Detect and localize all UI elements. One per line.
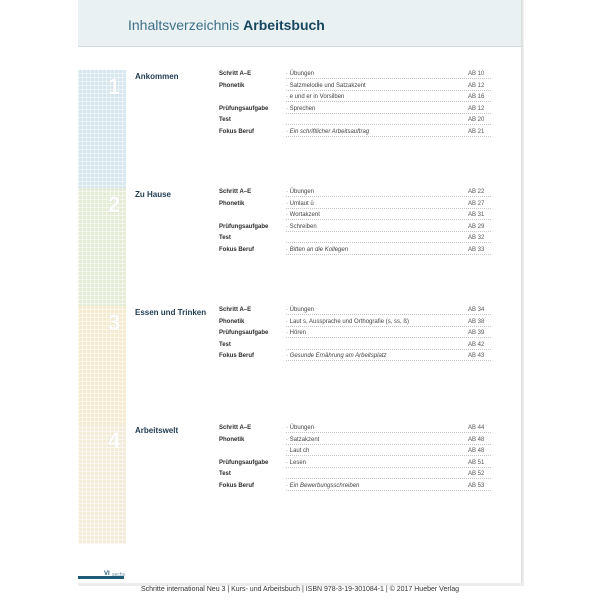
- dotted-leader: [286, 136, 491, 137]
- row-label: Prüfungsaufgabe: [219, 459, 269, 466]
- chapter-title: Ankommen: [135, 72, 179, 81]
- dotted-leader: [286, 478, 491, 479]
- chapter-number: 1: [108, 74, 121, 99]
- row-page: AB 51: [468, 459, 485, 466]
- toc-row: [78, 247, 522, 258]
- row-item: · e und er in Vorsilben: [286, 94, 345, 100]
- dotted-leader: [286, 254, 491, 255]
- row-label: Fokus Beruf: [219, 353, 255, 359]
- title-bold: Arbeitsbuch: [243, 17, 325, 33]
- row-page: AB 52: [468, 471, 485, 477]
- row-label: Test: [219, 341, 231, 348]
- row-label: Fokus Beruf: [219, 246, 255, 253]
- toc-row: [78, 319, 522, 330]
- book-caption: Schritte international Neu 3 | Kurs- und Arbeitsbuch | ISBN 978-3-19-301084-1 | © 2017 Hueber Verlag: [140, 586, 460, 593]
- row-label: Phonetik: [219, 200, 245, 207]
- row-item: · Übungen: [286, 307, 315, 313]
- dotted-leader: [286, 78, 491, 79]
- row-item: · Satzakzent: [286, 436, 320, 443]
- dotted-leader: [286, 360, 491, 361]
- row-page: AB 34: [468, 307, 485, 313]
- toc-row: [78, 471, 522, 482]
- toc-row: [78, 201, 522, 212]
- footer-page-number: VI: [104, 571, 110, 577]
- dotted-leader: [286, 337, 491, 338]
- toc-row: [78, 460, 522, 471]
- dotted-leader: [286, 314, 491, 315]
- row-page: AB 16: [468, 94, 485, 100]
- dotted-leader: [286, 467, 491, 468]
- chapter-title: Zu Hause: [135, 190, 172, 199]
- dotted-leader: [286, 113, 491, 114]
- row-label: Test: [219, 471, 231, 477]
- title-light: Inhaltsverzeichnis: [128, 17, 240, 33]
- row-item: · Gesunde Ernährung am Arbeitsplatz: [286, 353, 387, 359]
- row-label: Prüfungsaufgabe: [219, 105, 269, 112]
- chapter-number: 3: [108, 310, 121, 335]
- row-page: AB 27: [468, 200, 485, 207]
- row-label: Fokus Beruf: [219, 128, 255, 135]
- row-page: AB 53: [468, 482, 485, 489]
- row-item: · Satzmelodie und Satzakzent: [286, 82, 366, 89]
- row-item: · Übungen: [286, 425, 315, 431]
- row-item: · Sprechen: [286, 105, 316, 112]
- row-item: · Schreiben: [286, 223, 317, 230]
- row-label: Phonetik: [219, 436, 245, 443]
- dotted-leader: [286, 196, 491, 197]
- toc-row: [78, 106, 522, 117]
- row-item: · Lesen: [286, 459, 307, 466]
- dotted-leader: [286, 326, 491, 327]
- row-label: Fokus Beruf: [219, 482, 255, 489]
- toc-row: [78, 94, 522, 105]
- row-item: · Ein Bewerbungsschreiben: [286, 482, 360, 489]
- toc-row: [78, 212, 522, 223]
- row-label: Test: [219, 117, 231, 123]
- row-label: Schritt A–E: [219, 71, 252, 77]
- toc-row: [78, 425, 522, 436]
- dotted-leader: [286, 90, 491, 91]
- row-page: AB 12: [468, 82, 485, 89]
- dotted-leader: [286, 208, 491, 209]
- row-page: AB 12: [468, 105, 485, 112]
- row-page: AB 39: [468, 330, 485, 336]
- dotted-leader: [286, 101, 491, 102]
- toc-row: [78, 307, 522, 318]
- row-page: AB 33: [468, 246, 485, 253]
- dotted-leader: [286, 231, 491, 232]
- row-label: Schritt A–E: [219, 307, 252, 313]
- row-page: AB 10: [468, 71, 485, 77]
- dotted-leader: [286, 349, 491, 350]
- toc-row: [78, 71, 522, 82]
- toc-row: [78, 448, 522, 459]
- toc-row: [78, 129, 522, 140]
- toc-row: [78, 483, 522, 494]
- row-page: AB 48: [468, 448, 485, 454]
- row-item: · Laut ch: [286, 448, 310, 454]
- dotted-leader: [286, 490, 491, 491]
- row-page: AB 32: [468, 235, 485, 241]
- row-label: Phonetik: [219, 82, 245, 89]
- toc-row: [78, 353, 522, 364]
- chapter-number: 2: [108, 192, 121, 217]
- toc-row: [78, 235, 522, 246]
- chapter-number: 4: [108, 428, 121, 453]
- row-label: Schritt A–E: [219, 425, 252, 431]
- row-item: · Übungen: [286, 189, 315, 195]
- toc-row: [78, 437, 522, 448]
- document-page: [78, 0, 522, 585]
- row-item: · Übungen: [286, 71, 315, 77]
- chapter-title: Essen und Trinken: [135, 308, 207, 317]
- toc-row: [78, 83, 522, 94]
- row-page: AB 20: [468, 117, 485, 123]
- row-label: Phonetik: [219, 318, 245, 325]
- row-item: · Ein schriftlicher Arbeitsauftrag: [286, 128, 370, 135]
- page-header: [78, 0, 522, 47]
- row-label: Prüfungsaufgabe: [219, 330, 269, 336]
- toc-row: [78, 117, 522, 128]
- row-page: AB 38: [468, 318, 485, 325]
- row-label: Prüfungsaufgabe: [219, 223, 269, 230]
- row-page: AB 21: [468, 128, 485, 135]
- toc-row: [78, 224, 522, 235]
- row-item: · Wortakzent: [286, 212, 320, 218]
- dotted-leader: [286, 444, 491, 445]
- row-page: AB 31: [468, 212, 485, 218]
- row-page: AB 43: [468, 353, 485, 359]
- toc-row: [78, 189, 522, 200]
- dotted-leader: [286, 219, 491, 220]
- page-title: [128, 17, 325, 33]
- row-page: AB 48: [468, 436, 485, 443]
- dotted-leader: [286, 242, 491, 243]
- row-label: Schritt A–E: [219, 189, 252, 195]
- row-page: AB 22: [468, 189, 485, 195]
- toc-row: [78, 342, 522, 353]
- chapter-title: Arbeitswelt: [135, 426, 179, 435]
- row-item: · Umlaut ü: [286, 200, 314, 207]
- footer-page-word: sechs: [112, 572, 126, 578]
- row-page: AB 29: [468, 223, 485, 230]
- row-item: · Laut s, Aussprache und Orthografie (s, ss, ß): [286, 318, 410, 325]
- dotted-leader: [286, 432, 491, 433]
- row-item: · Hören: [286, 330, 307, 336]
- dotted-leader: [286, 455, 491, 456]
- row-item: · Bitten an die Kollegen: [286, 246, 349, 253]
- dotted-leader: [286, 124, 491, 125]
- row-page: AB 44: [468, 425, 485, 431]
- row-page: AB 42: [468, 341, 485, 348]
- toc-row: [78, 330, 522, 341]
- row-label: Test: [219, 235, 231, 241]
- page-shadow-right: [521, 0, 524, 585]
